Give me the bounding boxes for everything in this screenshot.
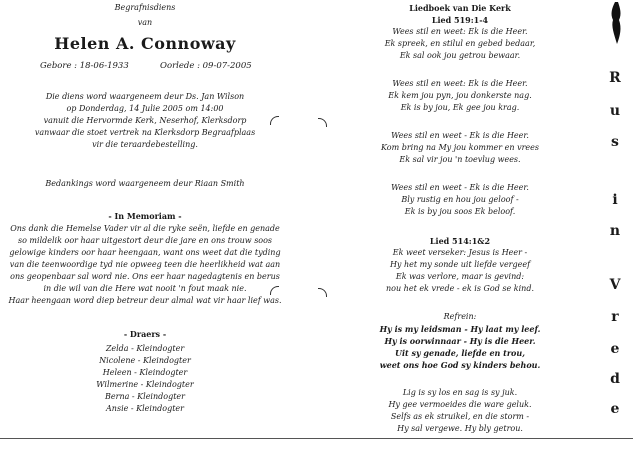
service-line: op Donderdag, 14 Julie 2005 om 14:00 bbox=[66, 104, 224, 113]
draer-item: Wilmerine - Kleindogter bbox=[96, 380, 194, 389]
hymn1-line: Wees stil en weet: Ek is die Heer. bbox=[392, 27, 528, 36]
refrein-line: Uit sy genade, liefde en trou, bbox=[395, 348, 525, 358]
side-letter: n bbox=[609, 223, 621, 239]
verse-line: Selfs as ek struikel, en die storm - bbox=[390, 412, 530, 421]
draers-title: - Draers - bbox=[123, 329, 167, 339]
hymn2-line: nou het ek vrede - ek is God se kind. bbox=[386, 284, 534, 293]
hymn1-line: Ek spreek, en stilul en gebed bedaar, bbox=[384, 39, 536, 48]
hymn1-line: Ek sal ook jou getrou bewaar. bbox=[399, 51, 521, 60]
draer-item: Heleen - Kleindogter bbox=[102, 368, 188, 377]
draer-item: Nicolene - Kleindogter bbox=[99, 356, 191, 365]
bottom-border bbox=[0, 438, 633, 439]
service-line: vanwaar die stoet vertrek na Klerksdorp Begraafplaas bbox=[34, 128, 256, 137]
memoriam-line: so mildelik oor haar uitgestort deur die jare en ons trouw soos bbox=[17, 236, 273, 245]
thanks-line: Bedankings word waargeneem deur Riaan Smith bbox=[45, 179, 245, 188]
memoriam-line: van die teenwoordige tyd nie opweeg teen die heerlikheid wat aan bbox=[9, 260, 281, 269]
heading-van: van bbox=[137, 18, 153, 27]
draer-item: Berna - Kleindogter bbox=[105, 392, 185, 401]
memoriam-title: - In Memoriam - bbox=[108, 211, 182, 221]
refrein-line: weet ons hoe God sy kinders behou. bbox=[379, 360, 541, 370]
hymn1-line: Kom bring na My jou kommer en vrees bbox=[380, 143, 540, 152]
hymn1-line: Ek kem jou pyn, jou donkerste nag. bbox=[388, 91, 532, 100]
side-letter: u bbox=[609, 103, 621, 119]
side-letter: s bbox=[611, 134, 619, 150]
refrein-line: Hy is oorwinnaar - Hy is die Heer. bbox=[384, 336, 536, 346]
hymn2-line: Ek weet verseker: Jesus is Heer - bbox=[392, 248, 528, 257]
hymn1-line: Ek sal vir jou 'n toevlug wees. bbox=[399, 155, 521, 164]
fold-mark-icon bbox=[318, 118, 327, 127]
hymn1-ref: Lied 519:1-4 bbox=[431, 15, 489, 25]
hymn2-line: Hy het my sonde uit liefde vergeef bbox=[389, 260, 531, 269]
hymn2-ref: Lied 514:1&2 bbox=[429, 236, 491, 246]
service-line: Die diens word waargeneem deur Ds. Jan Wilson bbox=[45, 92, 245, 101]
verse-line: Lig is sy los en sag is sy juk. bbox=[402, 388, 518, 397]
side-letter: i bbox=[612, 192, 618, 208]
service-line: vanuit die Hervormde Kerk, Neserhof, Klerksdorp bbox=[43, 116, 247, 125]
draer-item: Zelda - Kleindogter bbox=[105, 344, 185, 353]
hymnbook-title: Liedboek van Die Kerk bbox=[409, 3, 511, 13]
side-letter: d bbox=[610, 371, 620, 387]
memoriam-line: in die wil van die Here wat nooit 'n fout maak nie. bbox=[43, 284, 247, 293]
fold-mark-icon bbox=[318, 288, 327, 297]
refrein-title: Refrein: bbox=[443, 312, 477, 321]
hymn1-line: Wees stil en weet - Ek is die Heer. bbox=[391, 131, 529, 140]
side-letter: e bbox=[610, 401, 620, 417]
hymn1-line: Wees stil en weet: Ek is die Heer. bbox=[392, 79, 528, 88]
memoriam-line: Ons dank die Hemelse Vader vir al die ryke seën, liefde en genade bbox=[10, 224, 280, 233]
hymn1-line: Bly rustig en hou jou geloof - bbox=[401, 195, 519, 204]
refrein-line: Hy is my leidsman - Hy laat my leef. bbox=[379, 324, 541, 334]
birth-date: Gebore : 18-06-1933 bbox=[40, 61, 129, 71]
hymn2-line: Ek was verlore, maar is gevind: bbox=[395, 272, 525, 281]
verse-line: Hy sal vergewe. Hy bly getrou. bbox=[397, 424, 523, 433]
memoriam-line: Haar heengaan word diep betreur deur almal wat vir haar lief was. bbox=[8, 296, 282, 305]
fold-mark-icon bbox=[270, 286, 279, 295]
memoriam-line: gelowige kinders oor haar heengaan, want ons weet dat die tyding bbox=[9, 248, 281, 257]
hymn1-line: Wees stil en weet - Ek is die Heer. bbox=[391, 183, 529, 192]
side-letter: e bbox=[610, 341, 620, 357]
ink-smudge-icon bbox=[604, 0, 630, 48]
side-letter: V bbox=[609, 277, 621, 293]
hymn1-line: Ek is by jou, Ek gee jou krag. bbox=[400, 103, 520, 112]
deceased-name: Helen A. Connoway bbox=[54, 34, 236, 53]
memoriam-line: ons geopenbaar sal word nie. Ons eer haar nagedagtenis en berus bbox=[10, 272, 280, 281]
side-letter: r bbox=[611, 309, 619, 325]
funeral-heading: Begrafnisdiens bbox=[114, 3, 176, 12]
verse-line: Hy gee vermoeides die ware geluk. bbox=[388, 400, 532, 409]
death-date: Oorlede : 09-07-2005 bbox=[160, 61, 252, 71]
service-line: vir die teraardebestelling. bbox=[92, 140, 198, 149]
side-letter: R bbox=[609, 70, 621, 86]
fold-mark-icon bbox=[270, 116, 279, 125]
draer-item: Ansie - Kleindogter bbox=[106, 404, 184, 413]
hymn1-line: Ek is by jou soos Ek beloof. bbox=[404, 207, 516, 216]
